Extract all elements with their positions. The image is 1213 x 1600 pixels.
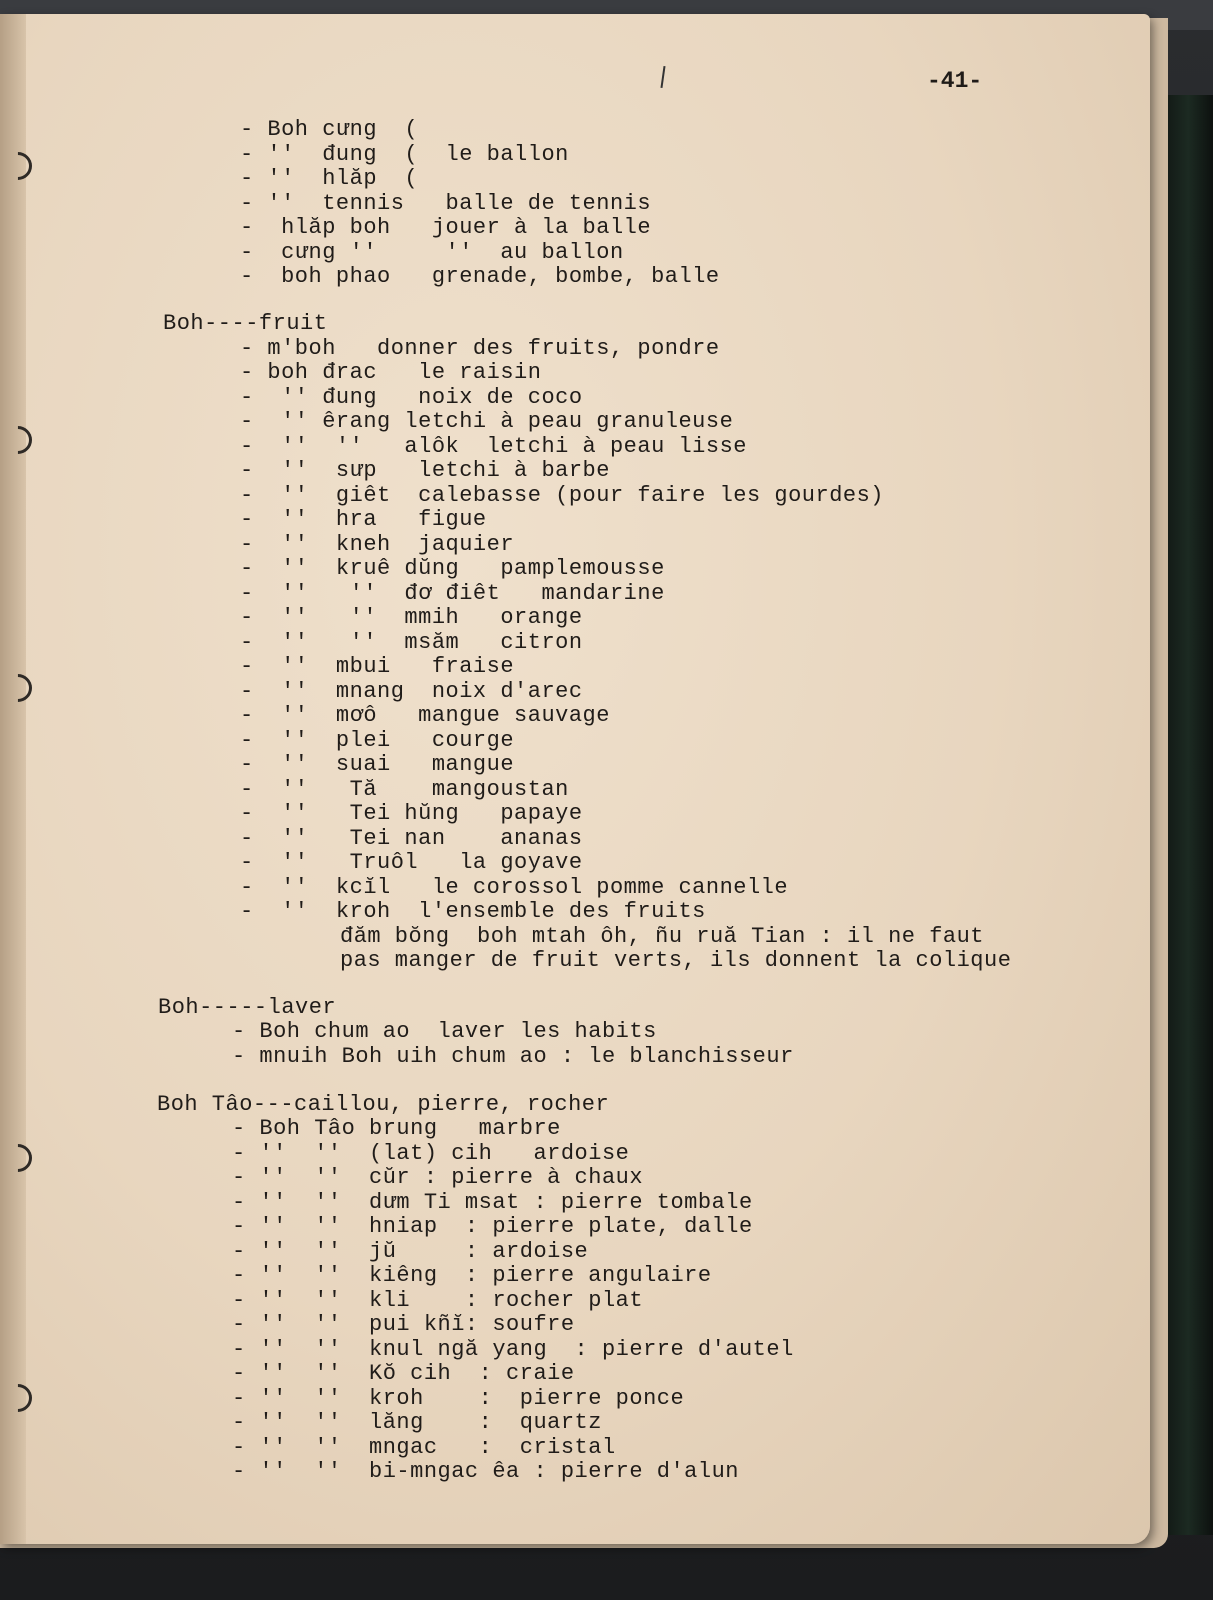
entry-line: - '' '' jŭ : ardoise [232,1239,589,1264]
page-gutter [0,14,26,1544]
entry-line: - hlăp boh jouer à la balle [240,215,652,240]
page-number: -41- [927,68,983,94]
entry-line: - '' sưp letchi à barbe [240,458,610,483]
entry-line: - '' '' knul ngă yang : pierre d'autel [232,1337,794,1362]
entry-line: - '' '' (lat) cih ardoise [232,1141,630,1166]
entry-line: - '' Tei hŭng papaye [240,801,583,826]
pen-mark [660,66,665,88]
entry-line: - '' đung noix de coco [240,385,583,410]
entry-line: - '' êrang letchi à peau granuleuse [240,409,734,434]
entry-line: - boh đrac le raisin [240,360,542,385]
entry-line: - '' mơô mangue sauvage [240,703,610,728]
entry-line: - '' Truôl la goyave [240,850,583,875]
entry-line: - '' giêt calebasse (pour faire les gourdes) [240,483,885,508]
entry-line: - '' hra figue [240,507,487,532]
entry-line: - '' kroh l'ensemble des fruits [240,899,706,924]
entry-line: - '' '' Kŏ cih : craie [232,1361,575,1386]
entry-line: - mnuih Boh uih chum ao : le blanchisseur [232,1044,794,1069]
entry-line: - '' '' msăm citron [240,630,583,655]
entry-line: - '' Tei nan ananas [240,826,583,851]
entry-line: - '' '' hniap : pierre plate, dalle [232,1214,753,1239]
entry-line: - '' '' bi-mngac êa : pierre d'alun [232,1459,739,1484]
entry-line: - '' kneh jaquier [240,532,515,557]
entry-line: - '' kcĭl le corossol pomme cannelle [240,875,789,900]
entry-line: - '' kruê dŭng pamplemousse [240,556,665,581]
entry-line: - '' '' dưm Ti msat : pierre tombale [232,1190,753,1215]
entry-line: - '' '' cŭr : pierre à chaux [232,1165,644,1190]
entry-line: - '' suai mangue [240,752,515,777]
entry-line: - '' tennis balle de tennis [240,191,652,216]
section-heading: Boh Tâo---caillou, pierre, rocher [157,1092,610,1117]
section-heading: Boh----fruit [163,311,328,336]
entry-line: - '' '' mmih orange [240,605,583,630]
entry-line: - '' hlăp ( [240,166,419,191]
entry-line: - '' '' kiêng : pierre angulaire [232,1263,712,1288]
entry-line: - '' '' alôk letchi à peau lisse [240,434,747,459]
entry-line: - '' mbui fraise [240,654,515,679]
proverb-line: đăm bŏng boh mtah ôh, ñu ruă Tian : il ne faut [340,924,985,949]
entry-line: - '' '' kli : rocher plat [232,1288,644,1313]
entry-line: - '' '' pui kñĭ: soufre [232,1312,575,1337]
entry-line: - Boh cưng ( [240,117,419,142]
entry-line: - '' '' đơ điêt mandarine [240,581,665,606]
entry-line: - Boh Tâo brung marbre [232,1116,561,1141]
entry-line: - m'boh donner des fruits, pondre [240,336,720,361]
entry-line: - '' '' mngac : cristal [232,1435,616,1460]
entry-line: - '' đung ( le ballon [240,142,569,167]
entry-line: - '' '' kroh : pierre ponce [232,1386,685,1411]
entry-line: - cưng '' '' au ballon [240,240,624,265]
entry-line: - '' '' lăng : quartz [232,1410,602,1435]
entry-line: - '' plei courge [240,728,515,753]
entry-line: - Boh chum ao laver les habits [232,1019,657,1044]
proverb-line: pas manger de fruit verts, ils donnent la colique [340,948,1012,973]
entry-line: - '' Tă mangoustan [240,777,569,802]
section-heading: Boh-----laver [158,995,337,1020]
entry-line: - '' mnang noix d'arec [240,679,583,704]
entry-line: - boh phao grenade, bombe, balle [240,264,720,289]
